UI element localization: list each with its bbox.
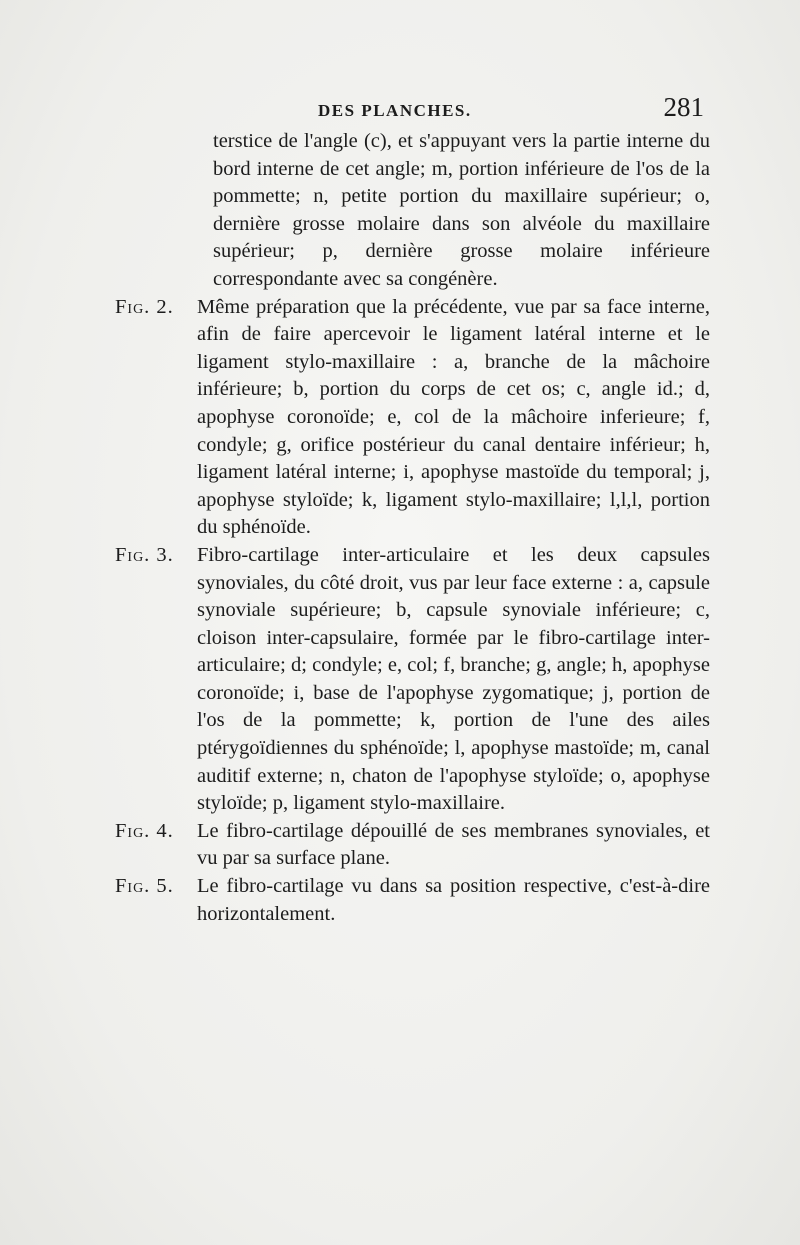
figure-label: Fig. 2. <box>115 295 174 318</box>
figure-description: Le fibro-cartilage dépouillé de ses membranes synoviales, et vu par sa surface plane. <box>197 819 710 870</box>
figure-label: Fig. 5. <box>115 875 174 898</box>
figure-entry-4 <box>115 818 710 873</box>
figure-label: Fig. 4. <box>115 819 174 842</box>
continuation-paragraph: terstice de l'angle (c), et s'appuyant vers la partie interne du bord interne de cet angle; m, portion inférieure de l'os de la pommette; n, petite portion du maxillaire supérieur; o, dernière grosse molaire dans son alvéole du maxillaire supérieur; p, dernière grosse molaire inférieure correspondante avec sa congénère. <box>213 130 710 290</box>
figure-description: Fibro-cartilage inter-articulaire et les deux capsules synoviales, du côté droit, vus par leur face externe : a, capsule synoviale supérieure; b, capsule synoviale inférieure; c, cloison inter-capsulaire, formée par le fibro-cartilage inter-articulaire; d; condyle; e, col; f, branche; g, angle; h, apophyse coronoïde; i, base de l'apophyse zygomatique; j, portion de l'os de la pommette; k, portion de l'une des ailes ptérygoïdiennes du sphénoïde; l, apophyse mastoïde; m, canal auditif externe; n, chaton de l'apophyse styloïde; o, apophyse styloïde; p, ligament stylo-maxillaire. <box>197 543 710 815</box>
page-header <box>318 92 704 123</box>
figure-description: Même préparation que la précédente, vue par sa face interne, afin de faire apercevoir le ligament latéral interne et le ligament stylo-maxillaire : a, branche de la mâchoire inférieure; b, portion du corps de cet os; c, angle id.; d, apophyse coronoïde; e, col de la mâchoire inferieure; f, condyle; g, orifice postérieur du canal dentaire inférieur; h, ligament latéral interne; i, apophyse mastoïde du temporal; j, apophyse styloïde; k, ligament stylo-maxillaire; l,l,l, portion du sphénoïde. <box>197 295 710 539</box>
figure-description: Le fibro-cartilage vu dans sa position respective, c'est-à-dire horizontalement. <box>197 875 710 925</box>
figure-entry-2 <box>115 294 710 542</box>
figure-entry-5 <box>115 873 710 928</box>
page-number: 281 <box>663 92 704 122</box>
body-text <box>115 128 710 928</box>
figure-entry-3 <box>115 542 710 818</box>
running-title: DES PLANCHES. <box>318 101 472 120</box>
figure-label: Fig. 3. <box>115 543 174 566</box>
